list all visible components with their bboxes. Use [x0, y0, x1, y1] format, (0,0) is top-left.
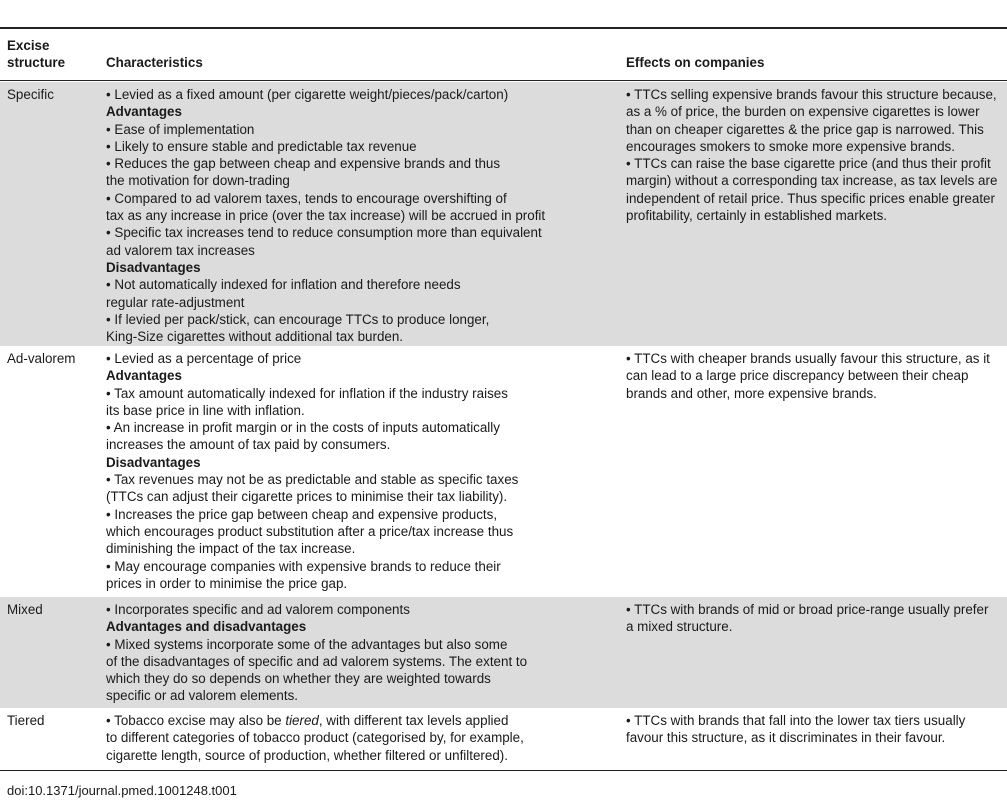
char-line: • Compared to ad valorem taxes, tends to encourage overshifting of [106, 190, 507, 206]
row-name: Mixed [7, 602, 43, 617]
effects-cell [626, 601, 1007, 636]
effects-line: brands and other, more expensive brands. [626, 385, 877, 401]
char-line: (TTCs can adjust their cigarette prices to minimise their tax liability). [106, 489, 508, 505]
table-row-tiered [0, 708, 1007, 770]
char-heading: Disadvantages [106, 454, 201, 470]
effects-line: as a % of price, the burden on expensive cigarettes is lower [626, 104, 980, 120]
char-line: • Mixed systems incorporate some of the advantages but also some [106, 636, 508, 652]
char-heading: Advantages and disadvantages [106, 619, 307, 635]
char-line: • If levied per pack/stick, can encourage TTCs to produce longer, [106, 311, 490, 327]
effects-line: margin) without a corresponding tax increase, as tax levels are [626, 173, 998, 189]
char-line: • Incorporates specific and ad valorem components [106, 602, 410, 617]
effects-line: • TTCs with cheaper brands usually favour this structure, as it [626, 351, 990, 366]
effects-cell [626, 350, 1007, 402]
effects-line: than on cheaper cigarettes & the price gap is narrowed. This [626, 121, 984, 137]
effects-line: encourages smokers to smoke more expensive brands. [626, 138, 955, 154]
effects-line: • TTCs with brands that fall into the lower tax tiers usually [626, 713, 966, 728]
row-name: Ad-valorem [7, 351, 76, 366]
char-line: • Levied as a fixed amount (per cigarette weight/pieces/pack/carton) [106, 87, 509, 102]
effects-line: can lead to a large price discrepancy between their cheap [626, 368, 969, 384]
char-heading: Disadvantages [106, 259, 201, 275]
tiered-emphasis: tiered [285, 713, 319, 728]
char-line: • May encourage companies with expensive brands to reduce their [106, 558, 501, 574]
table-bottom-rule [0, 770, 1007, 771]
char-line: the motivation for down-trading [106, 173, 290, 189]
char-line: • An increase in profit margin or in the costs of inputs automatically [106, 420, 500, 436]
char-line: ad valorem tax increases [106, 242, 255, 258]
effects-line: independent of retail price. Thus specific prices enable greater [626, 190, 995, 206]
header-characteristics: Characteristics [106, 55, 203, 70]
char-line: which encourages product substitution after a price/tax increase thus [106, 523, 514, 539]
char-line: King-Size cigarettes without additional tax burden. [106, 329, 404, 345]
char-line: prices in order to minimise the price gap. [106, 575, 348, 591]
row-name: Tiered [7, 713, 45, 728]
table-header-rule [0, 80, 1007, 81]
header-excise-structure [7, 37, 97, 71]
effects-cell [626, 712, 1007, 747]
char-text: , with different tax levels applied [318, 713, 509, 728]
header-excise-line1: Excise [7, 38, 50, 53]
effects-line: favour this structure, as it discriminates in their favour. [626, 730, 946, 746]
char-line: regular rate-adjustment [106, 294, 245, 310]
char-line: • Increases the price gap between cheap and expensive products, [106, 506, 498, 522]
row-name: Specific [7, 87, 54, 102]
char-line: • Reduces the gap between cheap and expensive brands and thus [106, 156, 501, 172]
char-heading: Advantages [106, 104, 182, 120]
char-line: its base price in line with inflation. [106, 402, 305, 418]
effects-line: • TTCs selling expensive brands favour this structure because, [626, 87, 997, 102]
char-line: of the disadvantages of specific and ad valorem systems. The extent to [106, 653, 528, 669]
char-line: • Tax amount automatically indexed for inflation if the industry raises [106, 385, 508, 401]
char-line: diminishing the impact of the tax increase. [106, 541, 356, 557]
char-line: • Tax revenues may not be as predictable and stable as specific taxes [106, 472, 519, 488]
table-row-ad-valorem [0, 346, 1007, 596]
table-row-mixed [0, 597, 1007, 708]
doi-caption[interactable]: doi:10.1371/journal.pmed.1001248.t001 [7, 783, 237, 798]
char-line: • Not automatically indexed for inflation and therefore needs [106, 277, 461, 293]
effects-line: • TTCs with brands of mid or broad price-range usually prefer [626, 602, 989, 617]
characteristics-cell [106, 601, 581, 705]
char-line: • Likely to ensure stable and predictable tax revenue [106, 138, 417, 154]
effects-line: • TTCs can raise the base cigarette price (and thus their profit [626, 156, 991, 172]
effects-cell [626, 86, 1007, 224]
char-line: increases the amount of tax paid by consumers. [106, 437, 391, 453]
char-line: • Specific tax increases tend to reduce consumption more than equivalent [106, 225, 542, 241]
effects-line: profitability, certainly in established markets. [626, 208, 887, 224]
char-line: which they do so depends on whether they are weighted towards [106, 671, 491, 687]
char-line: cigarette length, source of production, whether filtered or unfiltered). [106, 747, 508, 763]
char-text: • Tobacco excise may also be [106, 713, 286, 728]
effects-line: a mixed structure. [626, 619, 733, 635]
characteristics-cell [106, 350, 581, 592]
characteristics-cell [106, 86, 581, 345]
char-line: specific or ad valorem elements. [106, 688, 299, 704]
char-line: • Ease of implementation [106, 121, 255, 137]
char-line: tax as any increase in price (over the tax increase) will be accrued in profit [106, 208, 546, 224]
char-line: to different categories of tobacco product (categorised by, for example, [106, 730, 524, 746]
table-top-rule [0, 27, 1007, 29]
header-excise-line2: structure [7, 55, 66, 70]
table-row-specific [0, 82, 1007, 346]
char-line: • Levied as a percentage of price [106, 351, 302, 366]
header-effects: Effects on companies [626, 55, 765, 70]
char-line [106, 712, 581, 729]
char-heading: Advantages [106, 368, 182, 384]
characteristics-cell [106, 712, 581, 764]
